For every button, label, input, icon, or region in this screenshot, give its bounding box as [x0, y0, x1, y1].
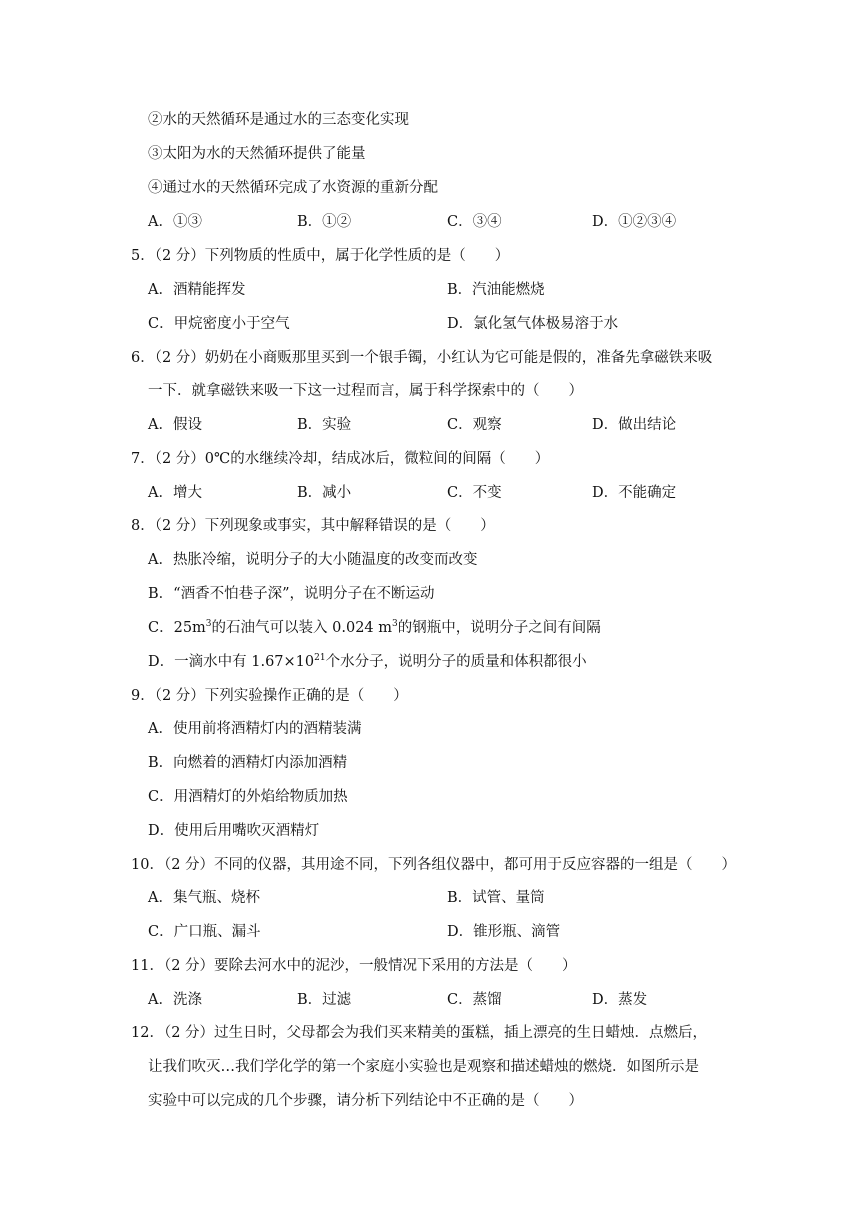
q5-option-d: D．氯化氢气体极易溶于水	[447, 316, 619, 332]
q12-stem-line-2: 让我们吹灭…我们学化学的第一个家庭小实验也是观察和描述蜡烛的燃烧．如图所示是	[148, 1059, 699, 1075]
q5-stem: 5．（2 分）下列物质的性质中，属于化学性质的是（ ）	[131, 248, 510, 264]
q10-option-d: D．锥形瓶、滴管	[447, 924, 561, 940]
q12-stem-line-3: 实验中可以完成的几个步骤，请分析下列结论中不正确的是（ ）	[148, 1093, 583, 1109]
prev-option-c: C．③④	[447, 214, 502, 230]
statement-3: ③太阳为水的天然循环提供了能量	[148, 146, 366, 162]
q6-option-c: C．观察	[447, 417, 502, 433]
q11-stem: 11．（2 分）要除去河水中的泥沙，一般情况下采用的方法是（ ）	[131, 958, 577, 974]
q6-option-d: D．做出结论	[592, 417, 677, 433]
q6-option-a: A．假设	[148, 417, 202, 433]
q9-option-b: B．向燃着的酒精灯内添加酒精	[148, 755, 348, 771]
q6-option-b: B．实验	[297, 417, 352, 433]
statement-2: ②水的天然循环是通过水的三态变化实现	[148, 112, 409, 128]
q10-stem: 10．（2 分）不同的仪器，其用途不同，下列各组仪器中，都可用于反应容器的一组是（ ）	[131, 857, 737, 873]
q10-option-b: B．试管、量筒	[447, 890, 545, 906]
q7-option-a: A．增大	[148, 485, 202, 501]
q12-stem-line-1: 12．（2 分）过生日时，父母都会为我们买来精美的蛋糕，插上漂亮的生日蜡烛．点燃后，	[131, 1025, 708, 1041]
q8-option-d: D．一滴水中有 $1.67\times 10^{21}$个水分子，说明分子的质量和体积都很小	[148, 653, 587, 670]
prev-option-a: A．①③	[148, 214, 202, 230]
q8-option-c: C．$25m^3$的石油气可以装入 0.024 $m^3$的钢瓶中，说明分子之间有间隔	[148, 619, 601, 636]
prev-option-d: D．①②③④	[592, 214, 677, 230]
q11-option-d: D．蒸发	[592, 992, 648, 1008]
q11-option-c: C．蒸馏	[447, 992, 502, 1008]
q6-stem-line-1: 6．（2 分）奶奶在小商贩那里买到一个银手镯，小红认为它可能是假的，准备先拿磁铁来吸	[131, 350, 713, 366]
q11-option-b: B．过滤	[297, 992, 352, 1008]
q7-option-d: D．不能确定	[592, 485, 677, 501]
q7-option-b: B．减小	[297, 485, 352, 501]
q9-option-a: A．使用前将酒精灯内的酒精装满	[148, 721, 362, 737]
q10-option-a: A．集气瓶、烧杯	[148, 890, 260, 906]
q6-stem-line-2: 一下．就拿磁铁来吸一下这一过程而言，属于科学探索中的（ ）	[148, 383, 583, 399]
q8-stem: 8．（2 分）下列现象或事实，其中解释错误的是（ ）	[131, 518, 495, 534]
q9-stem: 9．（2 分）下列实验操作正确的是（ ）	[131, 688, 408, 704]
q5-option-b: B．汽油能燃烧	[447, 282, 545, 298]
q7-stem: 7．（2 分）0℃的水继续冷却，结成冰后，微粒间的间隔（ ）	[131, 451, 550, 467]
q5-option-c: C．甲烷密度小于空气	[148, 316, 290, 332]
q10-option-c: C．广口瓶、漏斗	[148, 924, 261, 940]
q5-option-a: A．酒精能挥发	[148, 282, 246, 298]
q9-option-c: C．用酒精灯的外焰给物质加热	[148, 789, 348, 805]
q7-option-c: C．不变	[447, 485, 502, 501]
q11-option-a: A．洗涤	[148, 992, 202, 1008]
prev-option-b: B．①②	[297, 214, 352, 230]
statement-4: ④通过水的天然循环完成了水资源的重新分配	[148, 180, 438, 196]
q9-option-d: D．使用后用嘴吹灭酒精灯	[148, 823, 320, 839]
q8-option-b: B．“酒香不怕巷子深”，说明分子在不断运动	[148, 586, 435, 602]
q8-option-a: A．热胀冷缩，说明分子的大小随温度的改变而改变	[148, 552, 478, 568]
